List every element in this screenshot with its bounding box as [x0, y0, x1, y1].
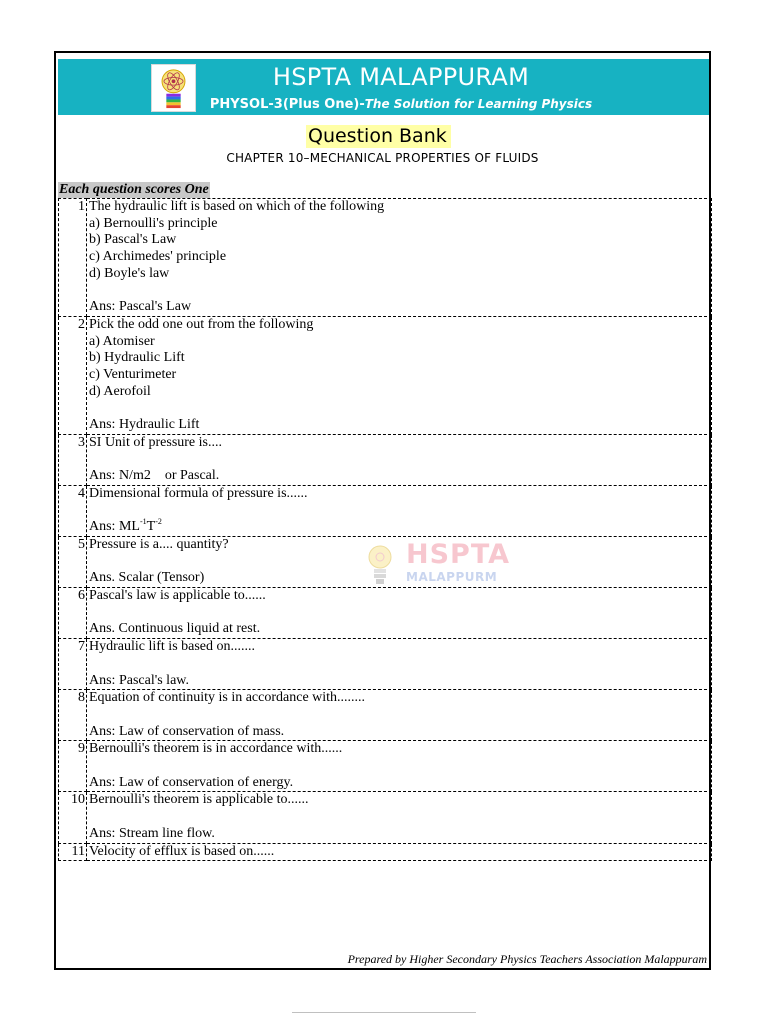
footer-credit: Prepared by Higher Secondary Physics Teachers Association Malappuram [347, 952, 707, 966]
answer-option: d) Aerofoil [89, 383, 151, 399]
question-content [87, 843, 712, 861]
question-text: The hydraulic lift is based on which of the following [89, 199, 385, 214]
watermark [364, 539, 514, 589]
question-row [59, 639, 712, 690]
answer-text: Ans: N/m2 or Pascal. [89, 468, 220, 484]
question-content [87, 199, 712, 317]
watermark-subtitle: MALAPPURM [406, 570, 498, 584]
question-content [87, 588, 712, 639]
exponent: -1 [139, 517, 147, 527]
answer-option: c) Venturimeter [89, 367, 177, 383]
question-content [87, 485, 712, 536]
bulb-icon [366, 543, 394, 589]
question-row [59, 316, 712, 434]
question-text: Bernoulli's theorem is applicable to...... [89, 792, 309, 808]
question-row [59, 690, 712, 741]
question-row [59, 792, 712, 843]
question-row [59, 485, 712, 536]
subtitle-main: PHYSOL-3(Plus One)- [209, 97, 365, 112]
question-number: 3 [59, 434, 87, 485]
answer-text: Ans: Law of conservation of energy. [89, 774, 294, 790]
document-page [54, 51, 711, 970]
spacer [89, 283, 711, 300]
question-text: SI Unit of pressure is.... [89, 434, 222, 450]
watermark-title: HSPTA [406, 539, 511, 570]
question-number: 11 [59, 843, 87, 861]
question-row [59, 741, 712, 792]
answer-option: d) Boyle's law [89, 265, 170, 281]
section-note: Each question scores One [59, 182, 209, 197]
spacer [89, 452, 711, 469]
question-number: 8 [59, 690, 87, 741]
question-text: Equation of continuity is in accordance with........ [89, 690, 366, 706]
question-row [59, 588, 712, 639]
question-text: Pick the odd one out from the following [89, 316, 314, 332]
spacer [89, 400, 711, 417]
spacer [89, 605, 711, 622]
question-row [59, 199, 712, 317]
answer-option: c) Archimedes' principle [89, 249, 227, 265]
answer-option: a) Atomiser [89, 333, 155, 349]
answer-prefix: Ans: ML [89, 519, 140, 535]
spacer [89, 707, 711, 724]
question-text: Dimensional formula of pressure is...... [89, 485, 308, 501]
header-banner [58, 59, 709, 115]
question-content [87, 741, 712, 792]
question-number: 4 [59, 485, 87, 536]
question-content [87, 792, 712, 843]
subtitle [58, 97, 709, 112]
question-text: Pascal's law is applicable to...... [89, 588, 266, 604]
question-content [87, 316, 712, 434]
answer-option: a) Bernoulli's principle [89, 215, 218, 231]
question-number: 2 [59, 316, 87, 434]
question-number: 10 [59, 792, 87, 843]
question-row [59, 434, 712, 485]
question-table [58, 198, 712, 861]
answer-dimension: T [146, 519, 156, 535]
subtitle-tagline: The Solution for Learning Physics [364, 97, 593, 111]
spacer [89, 656, 711, 673]
question-number: 1 [59, 199, 87, 317]
question-content [87, 690, 712, 741]
question-number: 7 [59, 639, 87, 690]
spacer [89, 503, 711, 520]
answer-text: Ans. Continuous liquid at rest. [89, 621, 261, 637]
answer-option: b) Pascal's Law [89, 232, 177, 248]
answer-text [89, 519, 711, 536]
answer-text: Ans: Pascal's Law [89, 299, 192, 315]
spacer [89, 809, 711, 826]
question-row [59, 843, 712, 861]
answer-text: Ans: Pascal's law. [89, 672, 189, 688]
question-text: Pressure is a.... quantity? [89, 537, 229, 552]
answer-option: b) Hydraulic Lift [89, 350, 185, 366]
question-content [87, 639, 712, 690]
answer-text: Ans. Scalar (Tensor) [89, 570, 205, 586]
page-divider [292, 1012, 476, 1013]
document-title: Question Bank [306, 125, 451, 148]
question-content [87, 434, 712, 485]
spacer [89, 758, 711, 775]
question-number: 9 [59, 741, 87, 792]
question-number: 5 [59, 537, 87, 588]
question-number: 6 [59, 588, 87, 639]
question-text: Hydraulic lift is based on....... [89, 639, 256, 655]
answer-text: Ans: Law of conservation of mass. [89, 723, 285, 739]
question-text: Velocity of efflux is based on...... [89, 843, 275, 859]
question-text: Bernoulli's theorem is in accordance with...... [89, 741, 343, 757]
exponent: -2 [155, 517, 162, 527]
org-title: HSPTA MALAPPURAM [272, 63, 530, 91]
answer-text: Ans: Hydraulic Lift [89, 417, 200, 433]
answer-text: Ans: Stream line flow. [89, 825, 215, 841]
chapter-heading: CHAPTER 10–MECHANICAL PROPERTIES OF FLUIDS [226, 151, 539, 165]
